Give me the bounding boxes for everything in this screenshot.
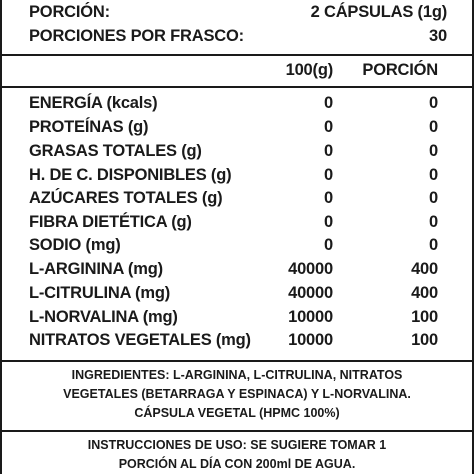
divider-table <box>2 360 474 362</box>
porciones-label: PORCIONES POR FRASCO: <box>29 27 244 45</box>
ingredients-line: VEGETALES (BETARRAGA Y ESPINACA) Y L-NORVALINA. <box>63 387 411 401</box>
nutrient-per100: 10000 <box>288 308 333 326</box>
ingredients-line: CÁPSULA VEGETAL (HPMC 100%) <box>134 406 340 420</box>
nutrient-portion: 0 <box>429 142 438 160</box>
instructions-line: PORCIÓN AL DÍA CON 200ml DE AGUA. <box>118 457 356 471</box>
porcion-label: PORCIÓN: <box>29 3 110 21</box>
nutrient-name: PROTEÍNAS (g) <box>29 118 149 136</box>
porcion-value: 2 CÁPSULAS (1g) <box>310 3 447 21</box>
instructions-line: INSTRUCCIONES DE USO: SE SUGIERE TOMAR 1 <box>87 438 387 452</box>
ingredients-line: INGREDIENTES: L-ARGININA, L-CITRULINA, NITRATOS <box>71 368 403 382</box>
nutrient-per100: 0 <box>324 189 333 207</box>
nutrient-per100: 0 <box>324 94 333 112</box>
nutrient-per100: 0 <box>324 236 333 254</box>
nutrient-per100: 0 <box>324 142 333 160</box>
porciones-value: 30 <box>429 27 447 45</box>
nutrient-portion: 100 <box>411 308 438 326</box>
nutrient-portion: 0 <box>429 94 438 112</box>
nutrient-portion: 0 <box>429 166 438 184</box>
divider-header <box>2 86 474 88</box>
nutrient-name: L-CITRULINA (mg) <box>29 284 170 302</box>
nutrient-portion: 0 <box>429 118 438 136</box>
nutrient-name: L-ARGININA (mg) <box>29 260 163 278</box>
nutrient-portion: 0 <box>429 213 438 231</box>
nutrient-portion: 0 <box>429 189 438 207</box>
nutrient-name: ENERGÍA (kcals) <box>29 94 158 112</box>
column-header-porcion: PORCIÓN <box>362 61 438 79</box>
nutrient-portion: 100 <box>411 331 438 349</box>
nutrient-per100: 10000 <box>288 331 333 349</box>
divider-ingredients <box>2 430 474 432</box>
nutrient-name: GRASAS TOTALES (g) <box>29 142 202 160</box>
nutrient-per100: 40000 <box>288 284 333 302</box>
nutrient-portion: 0 <box>429 236 438 254</box>
nutrient-name: NITRATOS VEGETALES (mg) <box>29 331 251 349</box>
nutrient-per100: 0 <box>324 166 333 184</box>
nutrient-per100: 0 <box>324 118 333 136</box>
nutrient-name: AZÚCARES TOTALES (g) <box>29 189 223 207</box>
nutrient-name: FIBRA DIETÉTICA (g) <box>29 213 192 231</box>
nutrient-name: H. DE C. DISPONIBLES (g) <box>29 166 232 184</box>
nutrient-name: L-NORVALINA (mg) <box>29 308 178 326</box>
nutrient-per100: 0 <box>324 213 333 231</box>
column-header-100g: 100(g) <box>285 61 333 79</box>
nutrient-name: SODIO (mg) <box>29 236 121 254</box>
nutrient-per100: 40000 <box>288 260 333 278</box>
nutrient-portion: 400 <box>411 284 438 302</box>
divider-serving <box>2 54 474 56</box>
nutrient-portion: 400 <box>411 260 438 278</box>
